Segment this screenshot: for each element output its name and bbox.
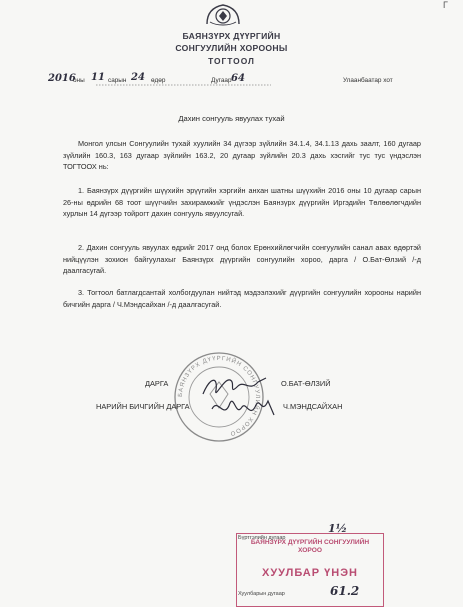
city-label: Улаанбаатар хот (343, 77, 393, 84)
bottom-handwritten-mark-2: 61.2 (330, 584, 360, 598)
secretary-name: Ч.МЭНДСАЙХАН (283, 402, 343, 411)
document-title: Дахин сонгууль явуулах тухай (178, 114, 285, 123)
copy-stamp-line-2: ХОРОО (298, 547, 322, 554)
bottom-handwritten-mark-1: 1½ (328, 522, 348, 535)
header-line-3: ТОГТООЛ (208, 56, 255, 66)
month-label: сарын (108, 77, 127, 84)
year-label: оны (73, 77, 85, 84)
chair-role: ДАРГА (145, 379, 169, 388)
copy-stamp-line-1: БАЯНЗҮРХ ДҮҮРГИЙН СОНГУУЛИЙН (250, 539, 370, 546)
signature-secretary-icon (210, 393, 280, 425)
cert-registration-label: Бүртгэлийн дугаар (238, 535, 286, 541)
cert-copy-label: Хуулбарын дугаар (238, 591, 285, 597)
month-handwritten: 11 (91, 72, 105, 83)
copy-stamp-line-3: ХУУЛБАР ҮНЭН (262, 567, 358, 579)
number-handwritten: 64 (231, 73, 245, 84)
preamble-paragraph: Монгол улсын Сонгуулийн тухай хуулийн 34 дүгээр зүйлийн 34.1.4, 34.1.13 дахь заалт, 160 дугаар зүйлийн 160.3, 163 дугаар зүйлийн 163.2, 20 дугаар зүйлийн 20.3 дахь хэсгийг тус тус үндэслэн ТОГТООХ нь: (63, 139, 421, 172)
clause-3-paragraph: 3. Тогтоол батлагдсантай холбогдуулан нийтэд мэдээлэхийг дүүргийн сонгуулийн хорооны нарийн бичгийн дарга / Ч.Мэндсайхан /-д даалгасугай. (63, 288, 421, 309)
day-handwritten: 24 (131, 72, 145, 83)
clause-2-paragraph: 2. Дахин сонгууль явуулах өдрийг 2017 онд болох Ерөнхийлөгчийн сонгуулийн санал авах өдөртэй нийцүүлэн зохион байгуулахыг Баянзүрх дүүргийн сонгуулийн хороо, дарга / О.Бат-Өлзий /-д даалгасугай. (63, 243, 421, 276)
round-stamp-text: БАЯНЗҮРХ ДҮҮРГИЙН СОНГУУЛИЙН ХОРОО (177, 355, 261, 437)
number-label: Дугаар (211, 77, 232, 84)
scan-mark: Г (443, 0, 448, 10)
clause-1-paragraph: 1. Баянзүрх дүүргийн шүүхийн эрүүгийн хэргийн анхан шатны шүүхийн 2016 оны 10 дугаар сарын 26-ны өдрийн 68 тоот шүүгчийн захирамжийг үндэслэн Баянзүрх дүүргийн Иргэдийн Төлөөлөгчдийн хурлын 14 дүгээр тойрогт дахин сонгууль явуулсугай. (63, 186, 421, 219)
secretary-role: НАРИЙН БИЧГИЙН ДАРГА (96, 402, 190, 411)
chair-name: О.БАТ-ӨЛЗИЙ (281, 379, 331, 388)
header-line-2: СОНГУУЛИЙН ХОРООНЫ (175, 43, 288, 53)
day-label: өдөр (151, 77, 166, 84)
year-handwritten: 2016 (48, 73, 76, 84)
header-line-1: БАЯНЗҮРХ ДҮҮРГИЙН (182, 31, 281, 41)
state-emblem-icon (203, 2, 243, 28)
date-underline-icon (96, 84, 276, 87)
